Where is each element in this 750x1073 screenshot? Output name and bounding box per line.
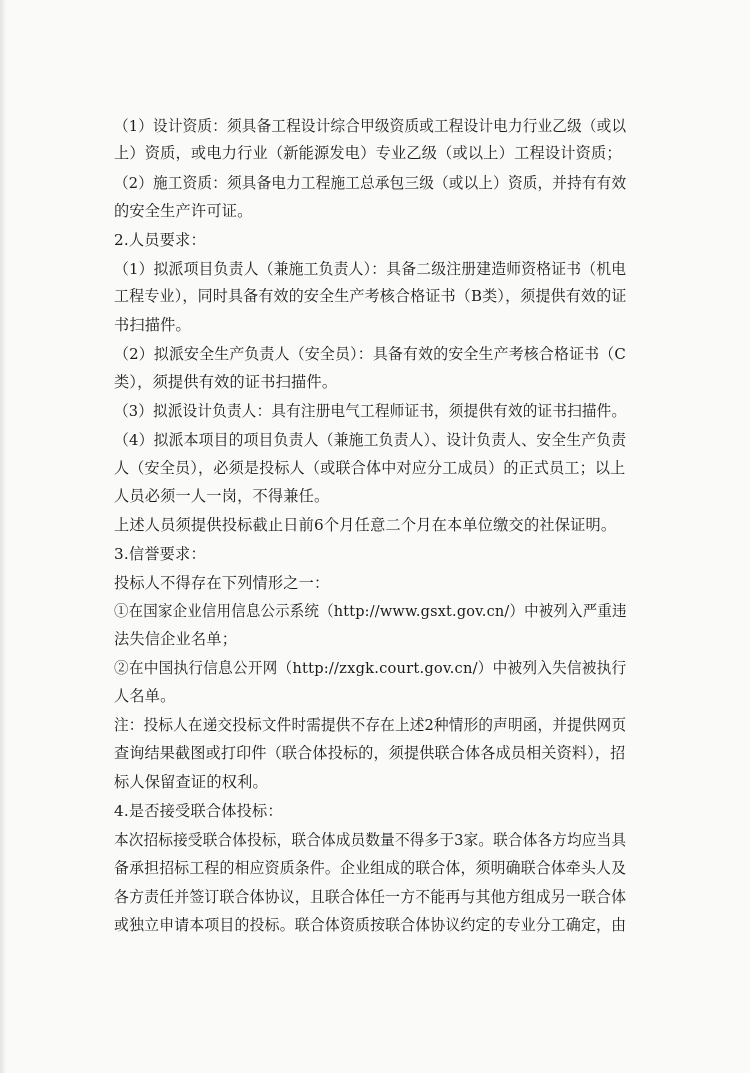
- text-line: 投标人不得存在下列情形之一：: [114, 574, 330, 592]
- text-line: ①在国家企业信用信息公示系统（http://www.gsxt.gov.cn/）中被列入严重违: [114, 602, 627, 620]
- text-line: （3）拟派设计负责人：具有注册电气工程师证书，须提供有效的证书扫描件。: [114, 402, 627, 420]
- text-line: 人员必须一人一岗，不得兼任。: [114, 487, 330, 505]
- text-line: （2）施工资质：须具备电力工程施工总承包三级（或以上）资质，并持有有效: [114, 174, 627, 192]
- text-line: 上述人员须提供投标截止日前6个月任意二个月在本单位缴交的社保证明。: [114, 516, 617, 534]
- text-line: 人（安全员），必须是投标人（或联合体中对应分工成员）的正式员工；以上: [114, 459, 626, 477]
- text-line: 或独立申请本项目的投标。联合体资质按联合体协议约定的专业分工确定，由: [114, 916, 627, 934]
- text-line: （1）设计资质：须具备工程设计综合甲级资质或工程设计电力行业乙级（或以: [114, 117, 627, 135]
- text-line: 的安全生产许可证。: [114, 202, 253, 220]
- text-line: 备承担招标工程的相应资质条件。企业组成的联合体，须明确联合体牵头人及: [114, 859, 627, 877]
- text-line: 人名单。: [114, 687, 176, 705]
- text-line: 注：投标人在递交投标文件时需提供不存在上述2种情形的声明函，并提供网页: [114, 716, 627, 734]
- text-line: 本次招标接受联合体投标，联合体成员数量不得多于3家。联合体各方均应当具: [114, 831, 627, 849]
- section-heading: 4.是否接受联合体投标：: [114, 802, 283, 820]
- section-heading: 3.信誉要求：: [114, 545, 206, 563]
- text-line: 标人保留查证的权利。: [114, 773, 268, 791]
- text-line: 上）资质，或电力行业（新能源发电）专业乙级（或以上）工程设计资质；: [114, 144, 622, 162]
- text-line: （4）拟派本项目的项目负责人（兼施工负责人）、设计负责人、安全生产负责: [114, 431, 627, 449]
- text-line: 工程专业），同时具备有效的安全生产考核合格证书（B类），须提供有效的证: [114, 287, 627, 305]
- text-line: 法失信企业名单；: [114, 630, 238, 648]
- text-line: （1）拟派项目负责人（兼施工负责人）：具备二级注册建造师资格证书（机电: [114, 260, 627, 278]
- text-line: （2）拟派安全生产负责人（安全员）：具备有效的安全生产考核合格证书（C: [114, 345, 626, 363]
- text-line: 各方责任并签订联合体协议，且联合体任一方不能再与其他方组成另一联合体: [114, 888, 627, 906]
- section-heading: 2.人员要求：: [114, 231, 206, 249]
- text-line: 书扫描件。: [114, 316, 191, 334]
- text-line: 查询结果截图或打印件（联合体投标的，须提供联合体各成员相关资料），招: [114, 744, 626, 762]
- text-line: 类），须提供有效的证书扫描件。: [114, 373, 338, 391]
- scan-edge-shadow: [0, 0, 6, 1073]
- text-line: ②在中国执行信息公开网（http://zxgk.court.gov.cn/）中被列入失信被执行: [114, 659, 627, 677]
